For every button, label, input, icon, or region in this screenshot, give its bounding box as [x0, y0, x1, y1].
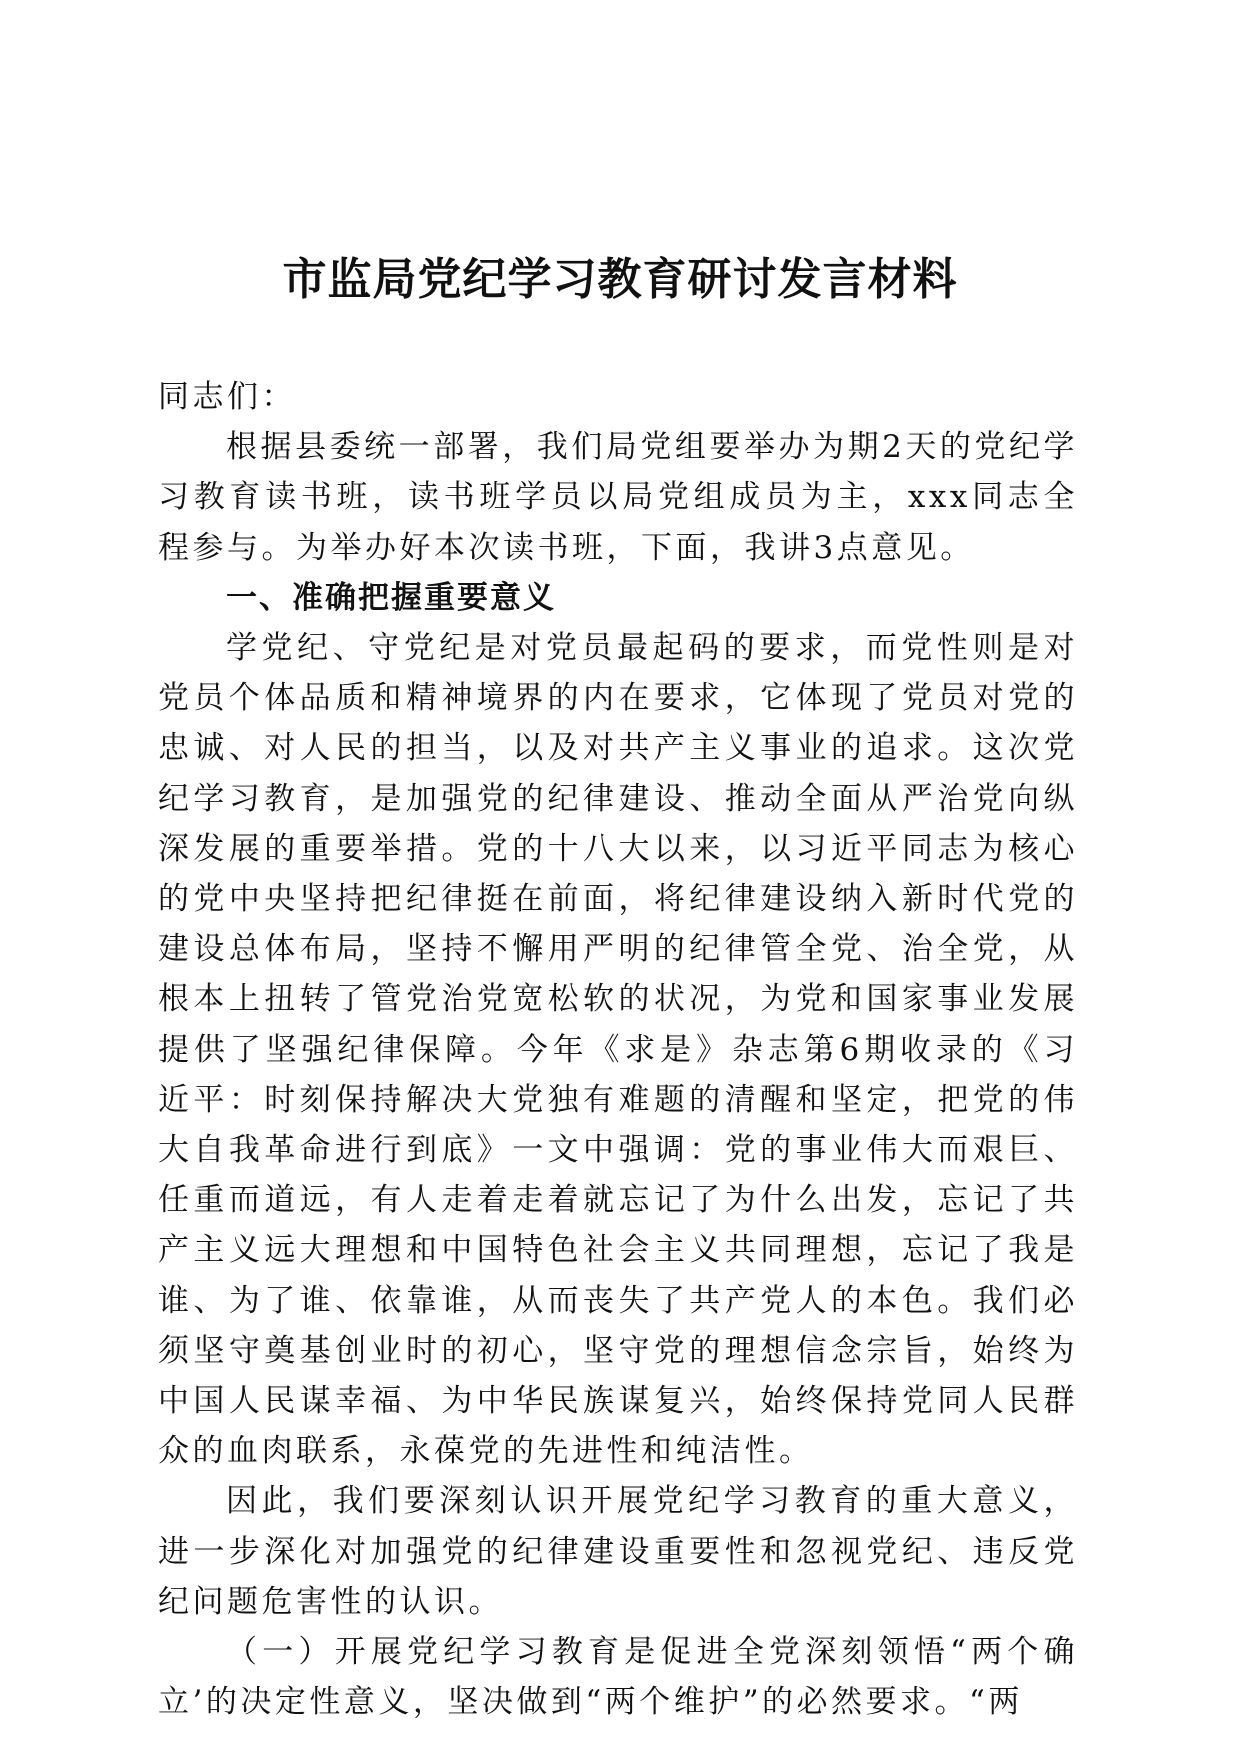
paragraph-conclusion: 因此，我们要深刻认识开展党纪学习教育的重大意义，进一步深化对加强党的纪律建设重要性和忽视党纪、违反党纪问题危害性的认识。 — [158, 1483, 1078, 1620]
document-title: 市监局党纪学习教育研讨发言材料 — [282, 254, 958, 305]
paragraph-intro: 根据县委统一部署，我们局党组要举办为期2天的党纪学习教育读书班，读书班学员以局党组成员为主，xxx同志全程参与。为举办好本次读书班，下面，我讲3点意见。 — [158, 429, 1078, 566]
document-body — [158, 372, 1078, 1727]
paragraph-significance: 学党纪、守党纪是对党员最起码的要求，而党性则是对党员个体品质和精神境界的内在要求，它体现了党员对党的忠诚、对人民的担当，以及对共产主义事业的追求。这次党纪学习教育，是加强党的纪律建设、推动全面从严治党向纵深发展的重要举措。党的十八大以来，以习近平同志为核心的党中央坚持把纪律挺在前面，将纪律建设纳入新时代党的建设总体布局，坚持不懈用严明的纪律管全党、治全党，从根本上扭转了管党治党宽松软的状况，为党和国家事业发展提供了坚强纪律保障。今年《求是》杂志第6期收录的《习近平：时刻保持解决大党独有难题的清醒和坚定，把党的伟大自我革命进行到底》一文中强调：党的事业伟大而艰巨、任重而道远，有人走着走着就忘记了为什么出发，忘记了共产主义远大理想和中国特色社会主义共同理想，忘记了我是谁、为了谁、依靠谁，从而丧失了共产党人的本色。我们必须坚守奠基创业时的初心，坚守党的理想信念宗旨，始终为中国人民谋幸福、为中华民族谋复兴，始终保持党同人民群众的血肉联系，永葆党的先进性和纯洁性。 — [158, 630, 1078, 1470]
section-heading-1: 一、准确把握重要意义 — [226, 579, 556, 616]
salutation: 同志们： — [158, 379, 296, 415]
paragraph-subpoint-1: （一）开展党纪学习教育是促进全党深刻领悟“两个确立’的决定性意义，坚决做到“两个维护”的必然要求。“两 — [158, 1634, 1078, 1721]
